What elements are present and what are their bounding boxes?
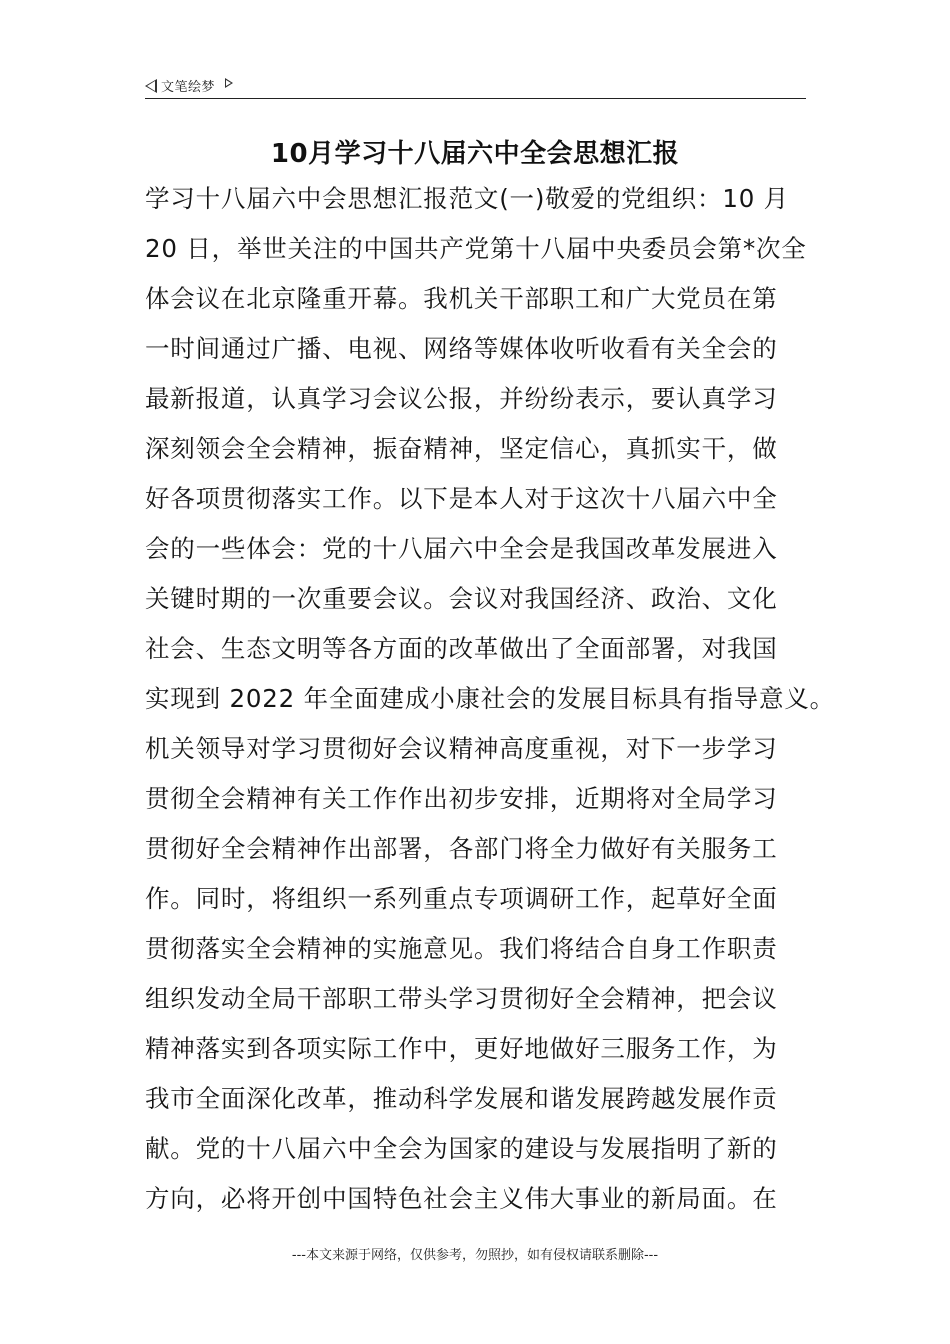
body-line: 精神落实到各项实际工作中，更好地做好三服务工作，为: [145, 1034, 778, 1063]
body-line: 献。党的十八届六中全会为国家的建设与发展指明了新的: [145, 1134, 778, 1163]
body-line: 会的一些体会：党的十八届六中全会是我国改革发展进入: [145, 534, 778, 563]
body-line: 社会、生态文明等各方面的改革做出了全面部署，对我国: [145, 634, 778, 663]
body-line: 机关领导对学习贯彻好会议精神高度重视，对下一步学习: [145, 734, 778, 763]
body-line: 一时间通过广播、电视、网络等媒体收听收看有关全会的: [145, 334, 778, 363]
body-line: 方向，必将开创中国特色社会主义伟大事业的新局面。在: [145, 1184, 778, 1213]
body-line: 学习十八届六中会思想汇报范文(一)敬爱的党组织：10 月: [145, 184, 789, 213]
body-line: 关键时期的一次重要会议。会议对我国经济、政治、文化: [145, 584, 778, 613]
body-line: 好各项贯彻落实工作。以下是本人对于这次十八届六中全: [145, 484, 778, 513]
triangle-left-icon: [145, 79, 157, 93]
header-brand-group: [145, 76, 233, 95]
body-line: 我市全面深化改革，推动科学发展和谐发展跨越发展作贡: [145, 1084, 778, 1113]
body-line: 贯彻落实全会精神的实施意见。我们将结合自身工作职责: [145, 934, 778, 963]
body-line: 20 日，举世关注的中国共产党第十八届中央委员会第*次全: [145, 234, 807, 263]
body-line: 贯彻全会精神有关工作作出初步安排，近期将对全局学习: [145, 784, 778, 813]
body-line: 实现到 2022 年全面建成小康社会的发展目标具有指导意义。: [145, 684, 835, 713]
body-line: 贯彻好全会精神作出部署，各部门将全力做好有关服务工: [145, 834, 778, 863]
header-brand: 文笔绘梦: [161, 80, 216, 95]
body-line: 作。同时，将组织一系列重点专项调研工作，起草好全面: [145, 884, 778, 913]
body-line: 最新报道，认真学习会议公报，并纷纷表示，要认真学习: [145, 384, 778, 413]
page-header: [145, 74, 806, 99]
document-title: 10月学习十八届六中全会思想汇报: [270, 139, 680, 169]
body-line: 体会议在北京隆重开幕。我机关干部职工和广大党员在第: [145, 284, 778, 313]
footer-notice: ---本文来源于网络，仅供参考，勿照抄，如有侵权请联系删除---: [291, 1248, 659, 1263]
triangle-right-icon: [225, 78, 233, 88]
body-line: 组织发动全局干部职工带头学习贯彻好全会精神，把会议: [145, 984, 778, 1013]
body-text: [145, 176, 835, 1226]
body-line: 深刻领会全会精神，振奋精神，坚定信心，真抓实干，做: [145, 434, 778, 463]
